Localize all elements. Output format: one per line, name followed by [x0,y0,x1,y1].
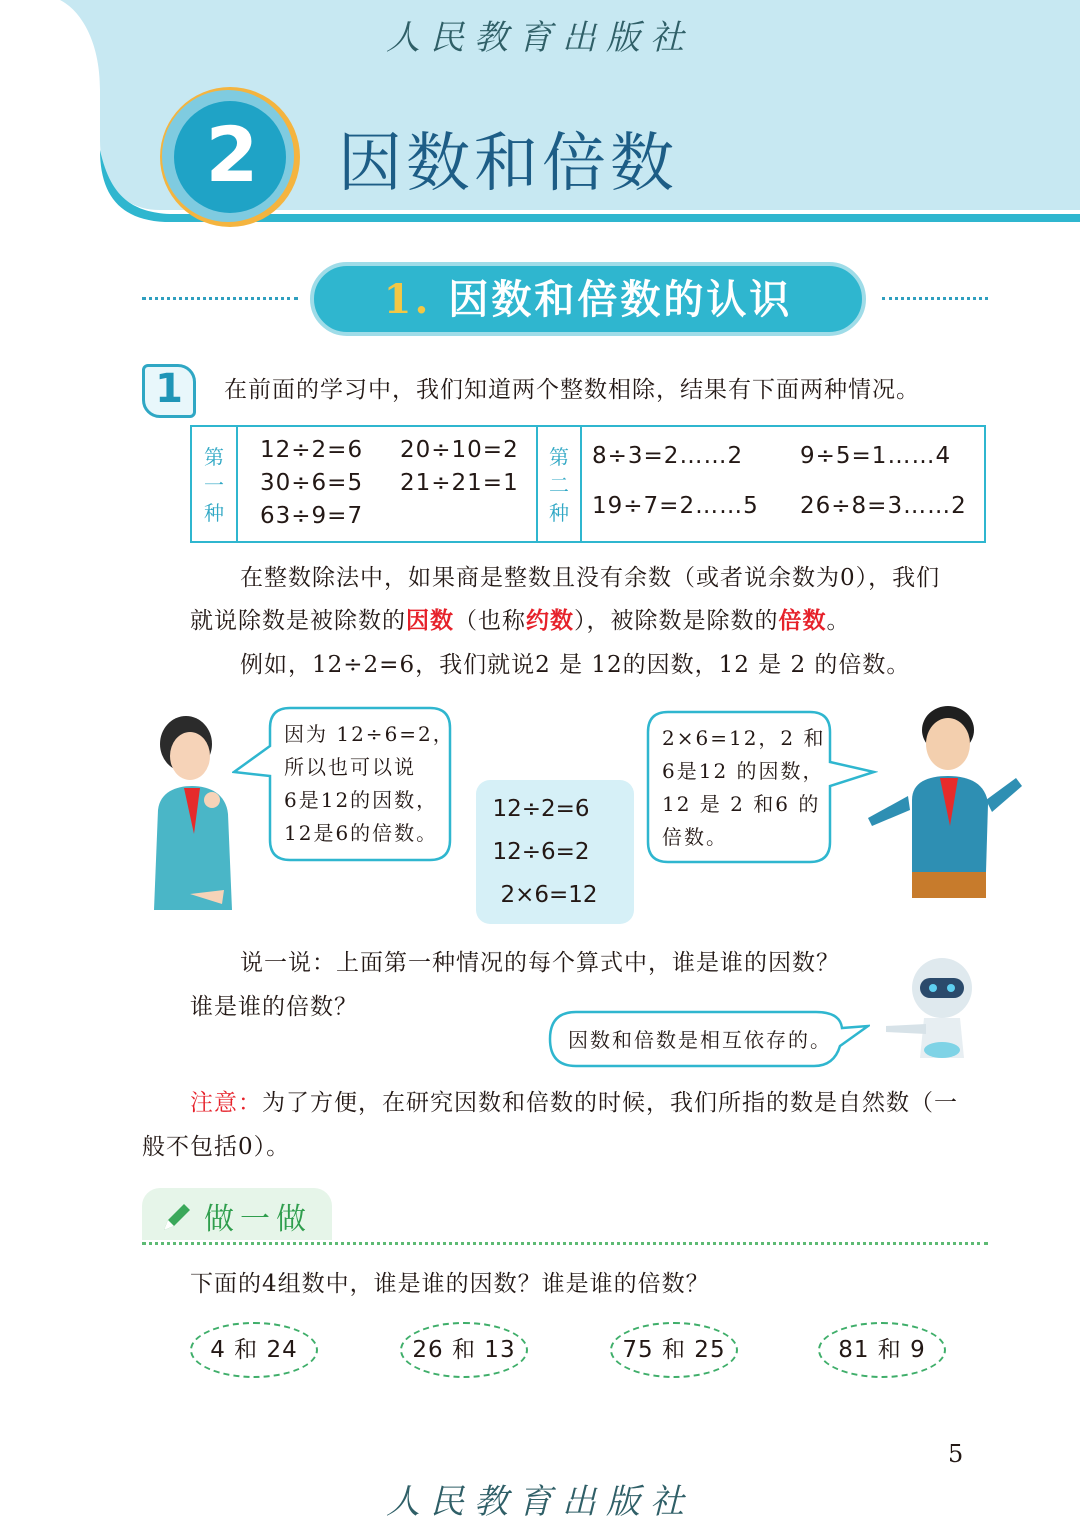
section-title [310,268,866,325]
bubble-line: 倍数。 [662,825,728,849]
robot-bubble-text: 因数和倍数是相互依存的。 [568,1028,832,1052]
boy-bubble-text [662,722,826,854]
case2-eq: 8÷3=2……2 [592,443,744,469]
discuss-line2: 谁是谁的倍数？ [190,994,358,1020]
discuss-line1: 说一说：上面第一种情况的每个算式中，谁是谁的因数？ [240,950,840,976]
bubble-line: 2×6=12，2 和 [662,726,826,750]
center-eq: 12÷2=6 [492,796,590,822]
doit-label: 做一做 [204,1202,312,1237]
case2-label-char: 二 [549,473,569,497]
note-line1 [190,1081,958,1125]
section-dots-left [142,297,298,300]
term-multiple: 倍数 [778,607,827,634]
case1-label [192,443,236,527]
table-divider [236,427,238,541]
definition-text: 。 [826,608,851,634]
number-pair: 81 和 9 [818,1322,946,1378]
bubble-line: 所以也可以说 [284,755,416,779]
case2-label [538,443,580,527]
doit-divider [142,1242,988,1245]
bubble-line: 6是12的因数， [284,788,439,812]
case1-label-char: 第 [204,445,224,469]
bubble-line: 12是6的倍数。 [284,821,439,845]
section-title-text: 因数和倍数的认识 [448,276,793,323]
case2-eq: 19÷7=2……5 [592,493,759,519]
note-text: 为了方便，在研究因数和倍数的时候，我们所指的数是自然数（一 [262,1090,958,1116]
center-eq: 2×6=12 [500,882,598,908]
note-label: 注意： [190,1090,262,1116]
pencil-icon [160,1200,194,1234]
bubble-line: 6是12 的因数， [662,759,825,783]
section-dots-right [882,297,988,300]
number-pair: 26 和 13 [400,1322,528,1378]
definition-line1: 在整数除法中，如果商是整数且没有余数（或者说余数为0），我们 [240,565,941,591]
bubble-line: 12 是 2 和6 的 [662,792,821,816]
example-number: 1 [155,366,183,412]
division-cases-table [190,425,986,543]
girl-bubble-text [284,718,455,850]
case1-eq: 63÷9=7 [260,503,364,529]
term-factor: 因数 [406,607,454,634]
section-number: 1. [383,276,432,323]
case2-eq: 9÷5=1……4 [800,443,952,469]
case1-eq: 12÷2=6 [260,437,364,463]
table-divider [580,427,582,541]
case1-eq: 20÷10=2 [400,437,519,463]
definition-text: ），被除数是除数的 [574,608,779,634]
bubble-line: 因为 12÷6=2， [284,722,455,746]
doit-question: 下面的4组数中，谁是谁的因数？谁是谁的倍数？ [190,1271,710,1297]
case1-label-char: 一 [204,473,224,497]
case2-label-char: 第 [549,445,569,469]
term-divisor: 约数 [526,607,574,634]
publisher-footer: 人民教育出版社 [386,1482,694,1522]
number-pair: 4 和 24 [190,1322,318,1378]
definition-text: （也称 [454,608,526,634]
note-line2: 般不包括0）。 [142,1134,291,1160]
robot-illustration-icon [880,954,980,1060]
page-number: 5 [948,1440,964,1468]
girl-illustration-icon [150,714,242,912]
publisher-header: 人民教育出版社 [386,18,694,58]
number-pair: 75 和 25 [610,1322,738,1378]
case2-label-char: 种 [549,501,569,525]
center-eq: 12÷6=2 [492,839,590,865]
chapter-number: 2 [205,110,259,199]
example-intro: 在前面的学习中，我们知道两个整数相除，结果有下面两种情况。 [224,377,920,403]
case1-eq: 21÷21=1 [400,470,519,496]
example-sentence: 例如，12÷2=6，我们就说2 是 12的因数，12 是 2 的倍数。 [240,652,911,678]
definition-line2 [190,599,851,643]
chapter-title: 因数和倍数 [338,127,678,201]
case1-eq: 30÷6=5 [260,470,364,496]
case2-eq: 26÷8=3……2 [800,493,967,519]
boy-illustration-icon [850,700,1026,902]
definition-text: 就说除数是被除数的 [190,608,406,634]
case1-label-char: 种 [204,501,224,525]
